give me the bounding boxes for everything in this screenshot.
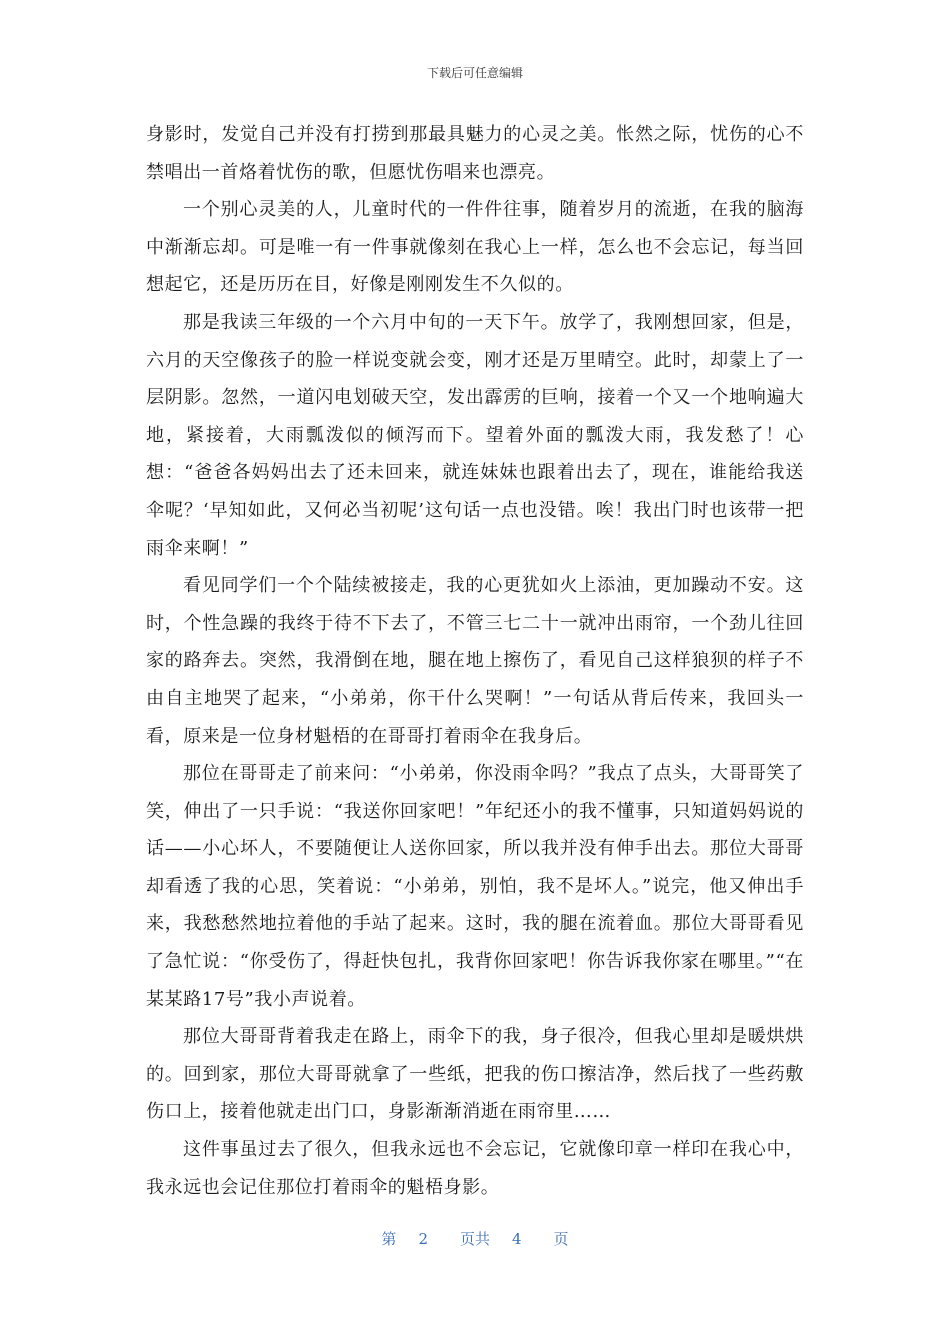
page-suffix: 页 [553,1230,569,1248]
paragraph: 一个别心灵美的人，儿童时代的一件件往事，随着岁月的流逝，在我的脑海中渐渐忘却。可是唯一有一件事就像刻在我心上一样，怎么也不会忘记，每当回想起它，还是历历在目，好像是刚刚发生不久似的。 [146,199,804,296]
paragraph: 那位在哥哥走了前来问：“小弟弟，你没雨伞吗？”我点了点头，大哥哥笑了笑，伸出了一只手说：“我送你回家吧！”年纪还小的我不懂事，只知道妈妈说的话——小心坏人，不要随便让人送你回家，所以我并没有伸手出去。那位大哥哥却看透了我的心思，笑着说：“小弟弟，别怕，我不是坏人。”说完，他又伸出手来，我愁愁然地拉着他的手站了起来。这时，我的腿在流着血。那位大哥哥看见了急忙说：“你受伤了，得赶快包扎，我背你回家吧！你告诉我你家在哪里。”“在某某路17号”我小声说着。 [146,763,804,1010]
paragraph: 看见同学们一个个陆续被接走，我的心更犹如火上添油，更加躁动不安。这时，个性急躁的我终于待不下去了，不管三七二十一就冲出雨帘，一个劲儿往回家的路奔去。突然，我滑倒在地，腿在地上擦伤了，看见自己这样狼狈的样子不由自主地哭了起来，“小弟弟，你干什么哭啊！”一句话从背后传来，我回头一看，原来是一位身材魁梧的在哥哥打着雨伞在我身后。 [146,575,804,747]
page-prefix: 第 [381,1230,397,1248]
paragraph: 这件事虽过去了很久，但我永远也不会忘记，它就像印章一样印在我心中，我永远也会记住那位打着雨伞的魁梧身影。 [146,1139,804,1198]
page-header: 下载后可任意编辑 [426,66,523,80]
paragraph: 身影时，发觉自己并没有打捞到那最具魅力的心灵之美。怅然之际，忧伤的心不禁唱出一首烙着忧伤的歌，但愿忧伤唱来也漂亮。 [146,124,804,183]
page-footer [0,1228,950,1249]
page-middle: 页共 [459,1230,490,1248]
document-body [146,116,804,1206]
paragraph: 那是我读三年级的一个六月中旬的一天下午。放学了，我刚想回家，但是，六月的天空像孩子的脸一样说变就会变，刚才还是万里晴空。此时，却蒙上了一层阴影。忽然，一道闪电划破天空，发出霹雳的巨响，接着一个又一个地响遍大地，紧接着，大雨瓢泼似的倾泻而下。望着外面的瓢泼大雨，我发愁了！心想：“爸爸各妈妈出去了还未回来，就连妹妹也跟着出去了，现在，谁能给我送伞呢？‘早知如此，又何必当初呢’这句话一点也没错。唉！我出门时也该带一把雨伞来啊！” [146,311,804,559]
current-page-number: 2 [418,1230,428,1248]
total-pages-number: 4 [512,1230,522,1248]
paragraph: 那位大哥哥背着我走在路上，雨伞下的我，身子很冷，但我心里却是暖烘烘的。回到家，那位大哥哥就拿了一些纸，把我的伤口擦洁净，然后找了一些药敷伤口上，接着他就走出门口，身影渐渐消逝在雨帘里…… [146,1026,804,1123]
